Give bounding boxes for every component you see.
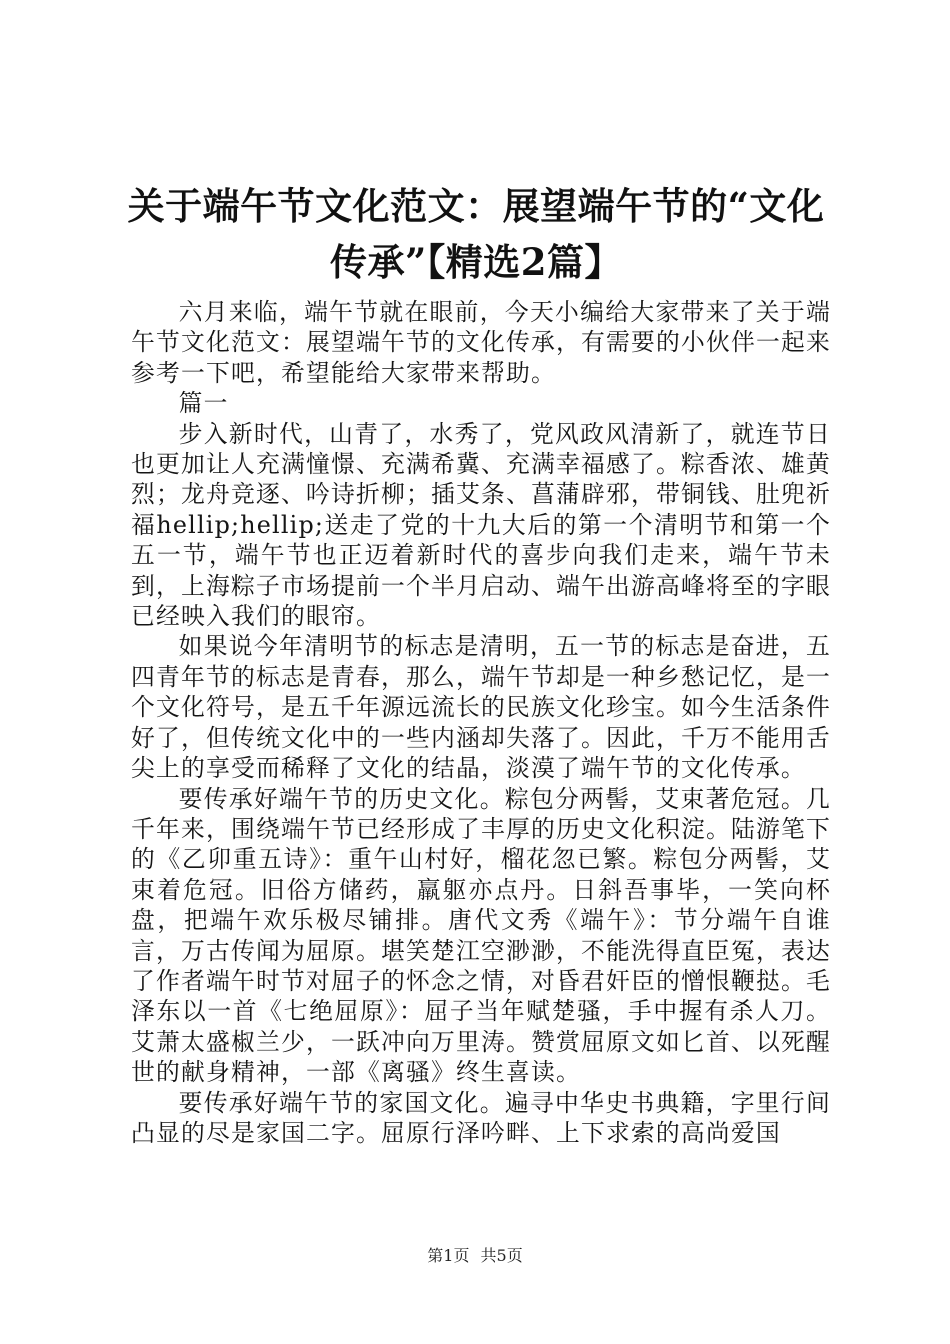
page-total: 共5页 xyxy=(480,1246,523,1265)
document-body xyxy=(131,297,831,1148)
page-footer xyxy=(0,1246,950,1266)
section-heading: 篇一 xyxy=(178,389,229,418)
paragraph: 要传承好端午节的历史文化。粽包分两髻，艾束著危冠。几千年来，围绕端午节已经形成了丰厚的历史文化积淀。陆游笔下的《乙卯重五诗》：重午山村好，榴花忽已繁。粽包分两髻，艾束着危冠。旧俗方储药，羸躯亦点丹。日斜吾事毕，一笑向杯盘，把端午欢乐极尽铺排。唐代文秀《端午》：节分端午自谁言，万古传闻为屈原。堪笑楚江空渺渺，不能洗得直臣冤，表达了作者端午时节对屈子的怀念之情，对昏君奸臣的憎恨鞭挞。毛泽东以一首《七绝屈原》：屈子当年赋楚骚，手中握有杀人刀。艾萧太盛椒兰少，一跃冲向万里涛。赞赏屈原文如匕首、以死醒世的献身精神，一部《离骚》终生喜读。 xyxy=(131,784,831,1087)
paragraph-intro: 六月来临，端午节就在眼前，今天小编给大家带来了关于端午节文化范文：展望端午节的文化传承，有需要的小伙伴一起来参考一下吧，希望能给大家带来帮助。 xyxy=(131,298,831,387)
document-title: 关于端午节文化范文：展望端午节的“文化传承”【精选2篇】 xyxy=(127,184,825,284)
paragraph: 要传承好端午节的家国文化。遍寻中华史书典籍，字里行间凸显的尽是家国二字。屈原行泽吟畔、上下求索的高尚爱国 xyxy=(131,1088,831,1147)
paragraph: 步入新时代，山青了，水秀了，党风政风清新了，就连节日也更加让人充满憧憬、充满希冀、充满幸福感了。粽香浓、雄黄烈；龙舟竞逐、吟诗折柳；插艾条、菖蒲辟邪，带铜钱、肚兜祈福hellip;hellip;送走了党的十九大后的第一个清明节和第一个五一节，端午节也正迈着新时代的喜步向我们走来，端午节未到，上海粽子市场提前一个半月启动、端午出游高峰将至的字眼已经映入我们的眼帘。 xyxy=(131,419,831,631)
page-number: 第1页 xyxy=(427,1246,470,1265)
paragraph: 如果说今年清明节的标志是清明，五一节的标志是奋进，五四青年节的标志是青春，那么，端午节却是一种乡愁记忆，是一个文化符号，是五千年源远流长的民族文化珍宝。如今生活条件好了，但传统文化中的一些内涵却失落了。因此，千万不能用舌尖上的享受而稀释了文化的结晶，淡漠了端午节的文化传承。 xyxy=(131,632,831,783)
